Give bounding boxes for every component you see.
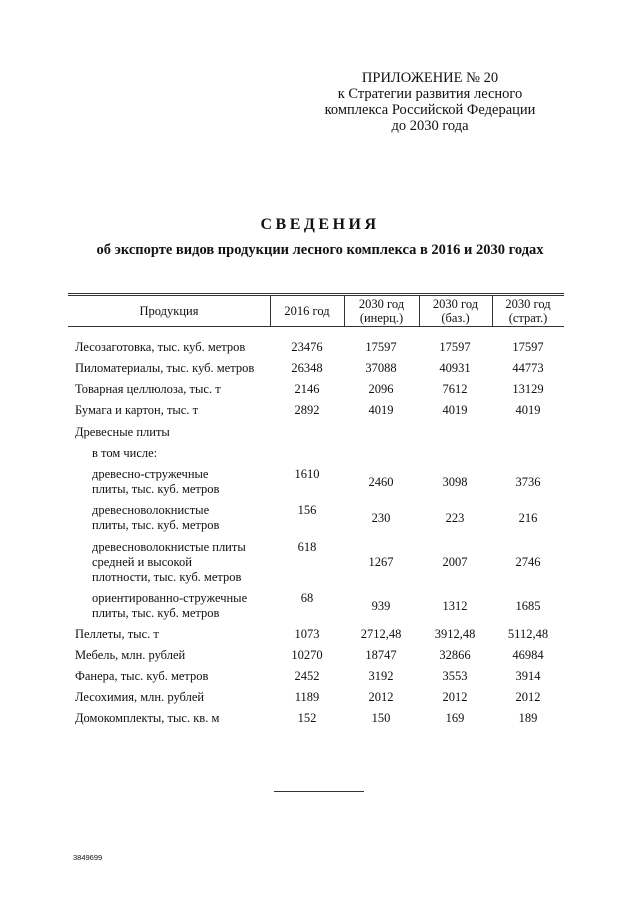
product-name bbox=[75, 382, 221, 397]
value-2030-inert: 2096 bbox=[368, 382, 394, 396]
header-2016: 2016 год bbox=[284, 304, 330, 318]
document-title: СВЕДЕНИЯ bbox=[260, 216, 380, 233]
value-2030-base: 2007 bbox=[442, 555, 468, 569]
product-name bbox=[92, 446, 157, 461]
product-name bbox=[92, 591, 247, 621]
product-name-line: Бумага и картон, тыс. т bbox=[75, 403, 199, 417]
value-2016: 1073 bbox=[294, 627, 320, 641]
appendix-line: до 2030 года bbox=[391, 118, 469, 134]
product-name-line: Древесные плиты bbox=[75, 425, 170, 439]
value-2030-strat: 5112,48 bbox=[507, 627, 549, 641]
value-2030-inert: 939 bbox=[371, 599, 391, 613]
product-name bbox=[92, 503, 219, 533]
product-name-line: плиты, тыс. куб. метров bbox=[92, 518, 220, 532]
header-2030-strat: 2030 год (страт.) bbox=[505, 297, 551, 325]
product-name-line: Пеллеты, тыс. т bbox=[75, 627, 159, 641]
value-2016: 26348 bbox=[291, 361, 323, 375]
header-2030-inert: 2030 год (инерц.) bbox=[358, 297, 405, 325]
product-name-line: плиты, тыс. куб. метров bbox=[92, 606, 220, 620]
value-2016: 23476 bbox=[291, 340, 323, 354]
value-2030-inert: 230 bbox=[371, 511, 391, 525]
product-name-line: Лесозаготовка, тыс. куб. метров bbox=[75, 340, 246, 354]
appendix-number: ПРИЛОЖЕНИЕ № 20 bbox=[361, 70, 499, 86]
value-2030-strat: 3736 bbox=[515, 475, 541, 489]
product-name bbox=[75, 425, 170, 440]
value-2030-base: 1312 bbox=[442, 599, 468, 613]
value-2030-inert: 2460 bbox=[368, 475, 394, 489]
appendix-header bbox=[300, 70, 560, 134]
value-2030-inert: 17597 bbox=[365, 340, 397, 354]
value-2016: 1610 bbox=[294, 467, 320, 481]
value-2030-inert: 150 bbox=[371, 711, 391, 725]
value-2030-strat: 216 bbox=[518, 511, 538, 525]
product-name-line: плиты, тыс. куб. метров bbox=[92, 482, 220, 496]
product-name-line: Лесохимия, млн. рублей bbox=[75, 690, 205, 704]
product-name-line: в том числе: bbox=[92, 446, 158, 460]
value-2030-base: 223 bbox=[445, 511, 465, 525]
value-2030-strat: 46984 bbox=[512, 648, 544, 662]
value-2030-base: 32866 bbox=[439, 648, 471, 662]
value-2016: 152 bbox=[297, 711, 317, 725]
product-name-line: древесно-стружечные bbox=[92, 467, 209, 481]
value-2030-base: 3553 bbox=[442, 669, 468, 683]
product-name bbox=[75, 690, 204, 705]
value-2030-base: 2012 bbox=[442, 690, 468, 704]
product-name-line: древесноволокнистые bbox=[92, 503, 210, 517]
value-2030-strat: 13129 bbox=[512, 382, 544, 396]
header-2030-base: 2030 год (баз.) bbox=[432, 297, 479, 325]
value-2030-inert: 1267 bbox=[368, 555, 394, 569]
product-name-line: Фанера, тыс. куб. метров bbox=[75, 669, 209, 683]
product-name bbox=[75, 627, 159, 642]
value-2030-base: 3912,48 bbox=[434, 627, 476, 641]
value-2030-base: 4019 bbox=[442, 403, 468, 417]
value-2030-base: 7612 bbox=[442, 382, 468, 396]
appendix-line: комплекса Российской Федерации bbox=[324, 102, 536, 118]
value-2030-inert: 4019 bbox=[368, 403, 394, 417]
product-name bbox=[92, 540, 246, 585]
product-name bbox=[75, 361, 254, 376]
value-2016: 10270 bbox=[291, 648, 323, 662]
value-2030-inert: 37088 bbox=[365, 361, 397, 375]
product-name bbox=[75, 648, 185, 663]
table-header-rule bbox=[68, 326, 564, 327]
product-name bbox=[92, 467, 219, 497]
product-name-line: ориентированно-стружечные bbox=[92, 591, 248, 605]
value-2016: 156 bbox=[297, 503, 317, 517]
footer-divider bbox=[274, 791, 364, 792]
value-2030-strat: 189 bbox=[518, 711, 538, 725]
value-2030-inert: 2012 bbox=[368, 690, 394, 704]
value-2030-strat: 17597 bbox=[512, 340, 544, 354]
value-2016: 2452 bbox=[294, 669, 320, 683]
value-2030-strat: 2746 bbox=[515, 555, 541, 569]
document-code: 3849699 bbox=[73, 853, 103, 862]
value-2030-inert: 3192 bbox=[368, 669, 394, 683]
value-2030-strat: 4019 bbox=[515, 403, 541, 417]
product-name-line: древесноволокнистые плиты bbox=[92, 540, 246, 554]
product-name-line: Пиломатериалы, тыс. куб. метров bbox=[75, 361, 255, 375]
product-name bbox=[75, 669, 208, 684]
value-2030-strat: 1685 bbox=[515, 599, 541, 613]
value-2030-base: 3098 bbox=[442, 475, 468, 489]
product-name-line: Мебель, млн. рублей bbox=[75, 648, 186, 662]
value-2030-strat: 2012 bbox=[515, 690, 541, 704]
product-name-line: средней и высокой bbox=[92, 555, 192, 569]
value-2030-base: 17597 bbox=[439, 340, 471, 354]
product-name bbox=[75, 340, 245, 355]
value-2030-inert: 2712,48 bbox=[360, 627, 402, 641]
product-name-line: Домокомплекты, тыс. кв. м bbox=[75, 711, 220, 725]
header-product: Продукция bbox=[139, 304, 199, 318]
value-2016: 68 bbox=[300, 591, 314, 605]
document-subtitle: об экспорте видов продукции лесного комплекса в 2016 и 2030 годах bbox=[96, 242, 544, 258]
value-2016: 1189 bbox=[294, 690, 320, 704]
value-2030-inert: 18747 bbox=[365, 648, 397, 662]
value-2030-strat: 3914 bbox=[515, 669, 541, 683]
product-name-line: плотности, тыс. куб. метров bbox=[92, 570, 242, 584]
product-name-line: Товарная целлюлоза, тыс. т bbox=[75, 382, 221, 396]
value-2030-base: 169 bbox=[445, 711, 465, 725]
value-2016: 2146 bbox=[294, 382, 320, 396]
appendix-line: к Стратегии развития лесного bbox=[337, 86, 523, 102]
product-name bbox=[75, 711, 219, 726]
value-2016: 2892 bbox=[294, 403, 320, 417]
product-name bbox=[75, 403, 198, 418]
value-2016: 618 bbox=[297, 540, 317, 554]
value-2030-base: 40931 bbox=[439, 361, 471, 375]
value-2030-strat: 44773 bbox=[512, 361, 544, 375]
